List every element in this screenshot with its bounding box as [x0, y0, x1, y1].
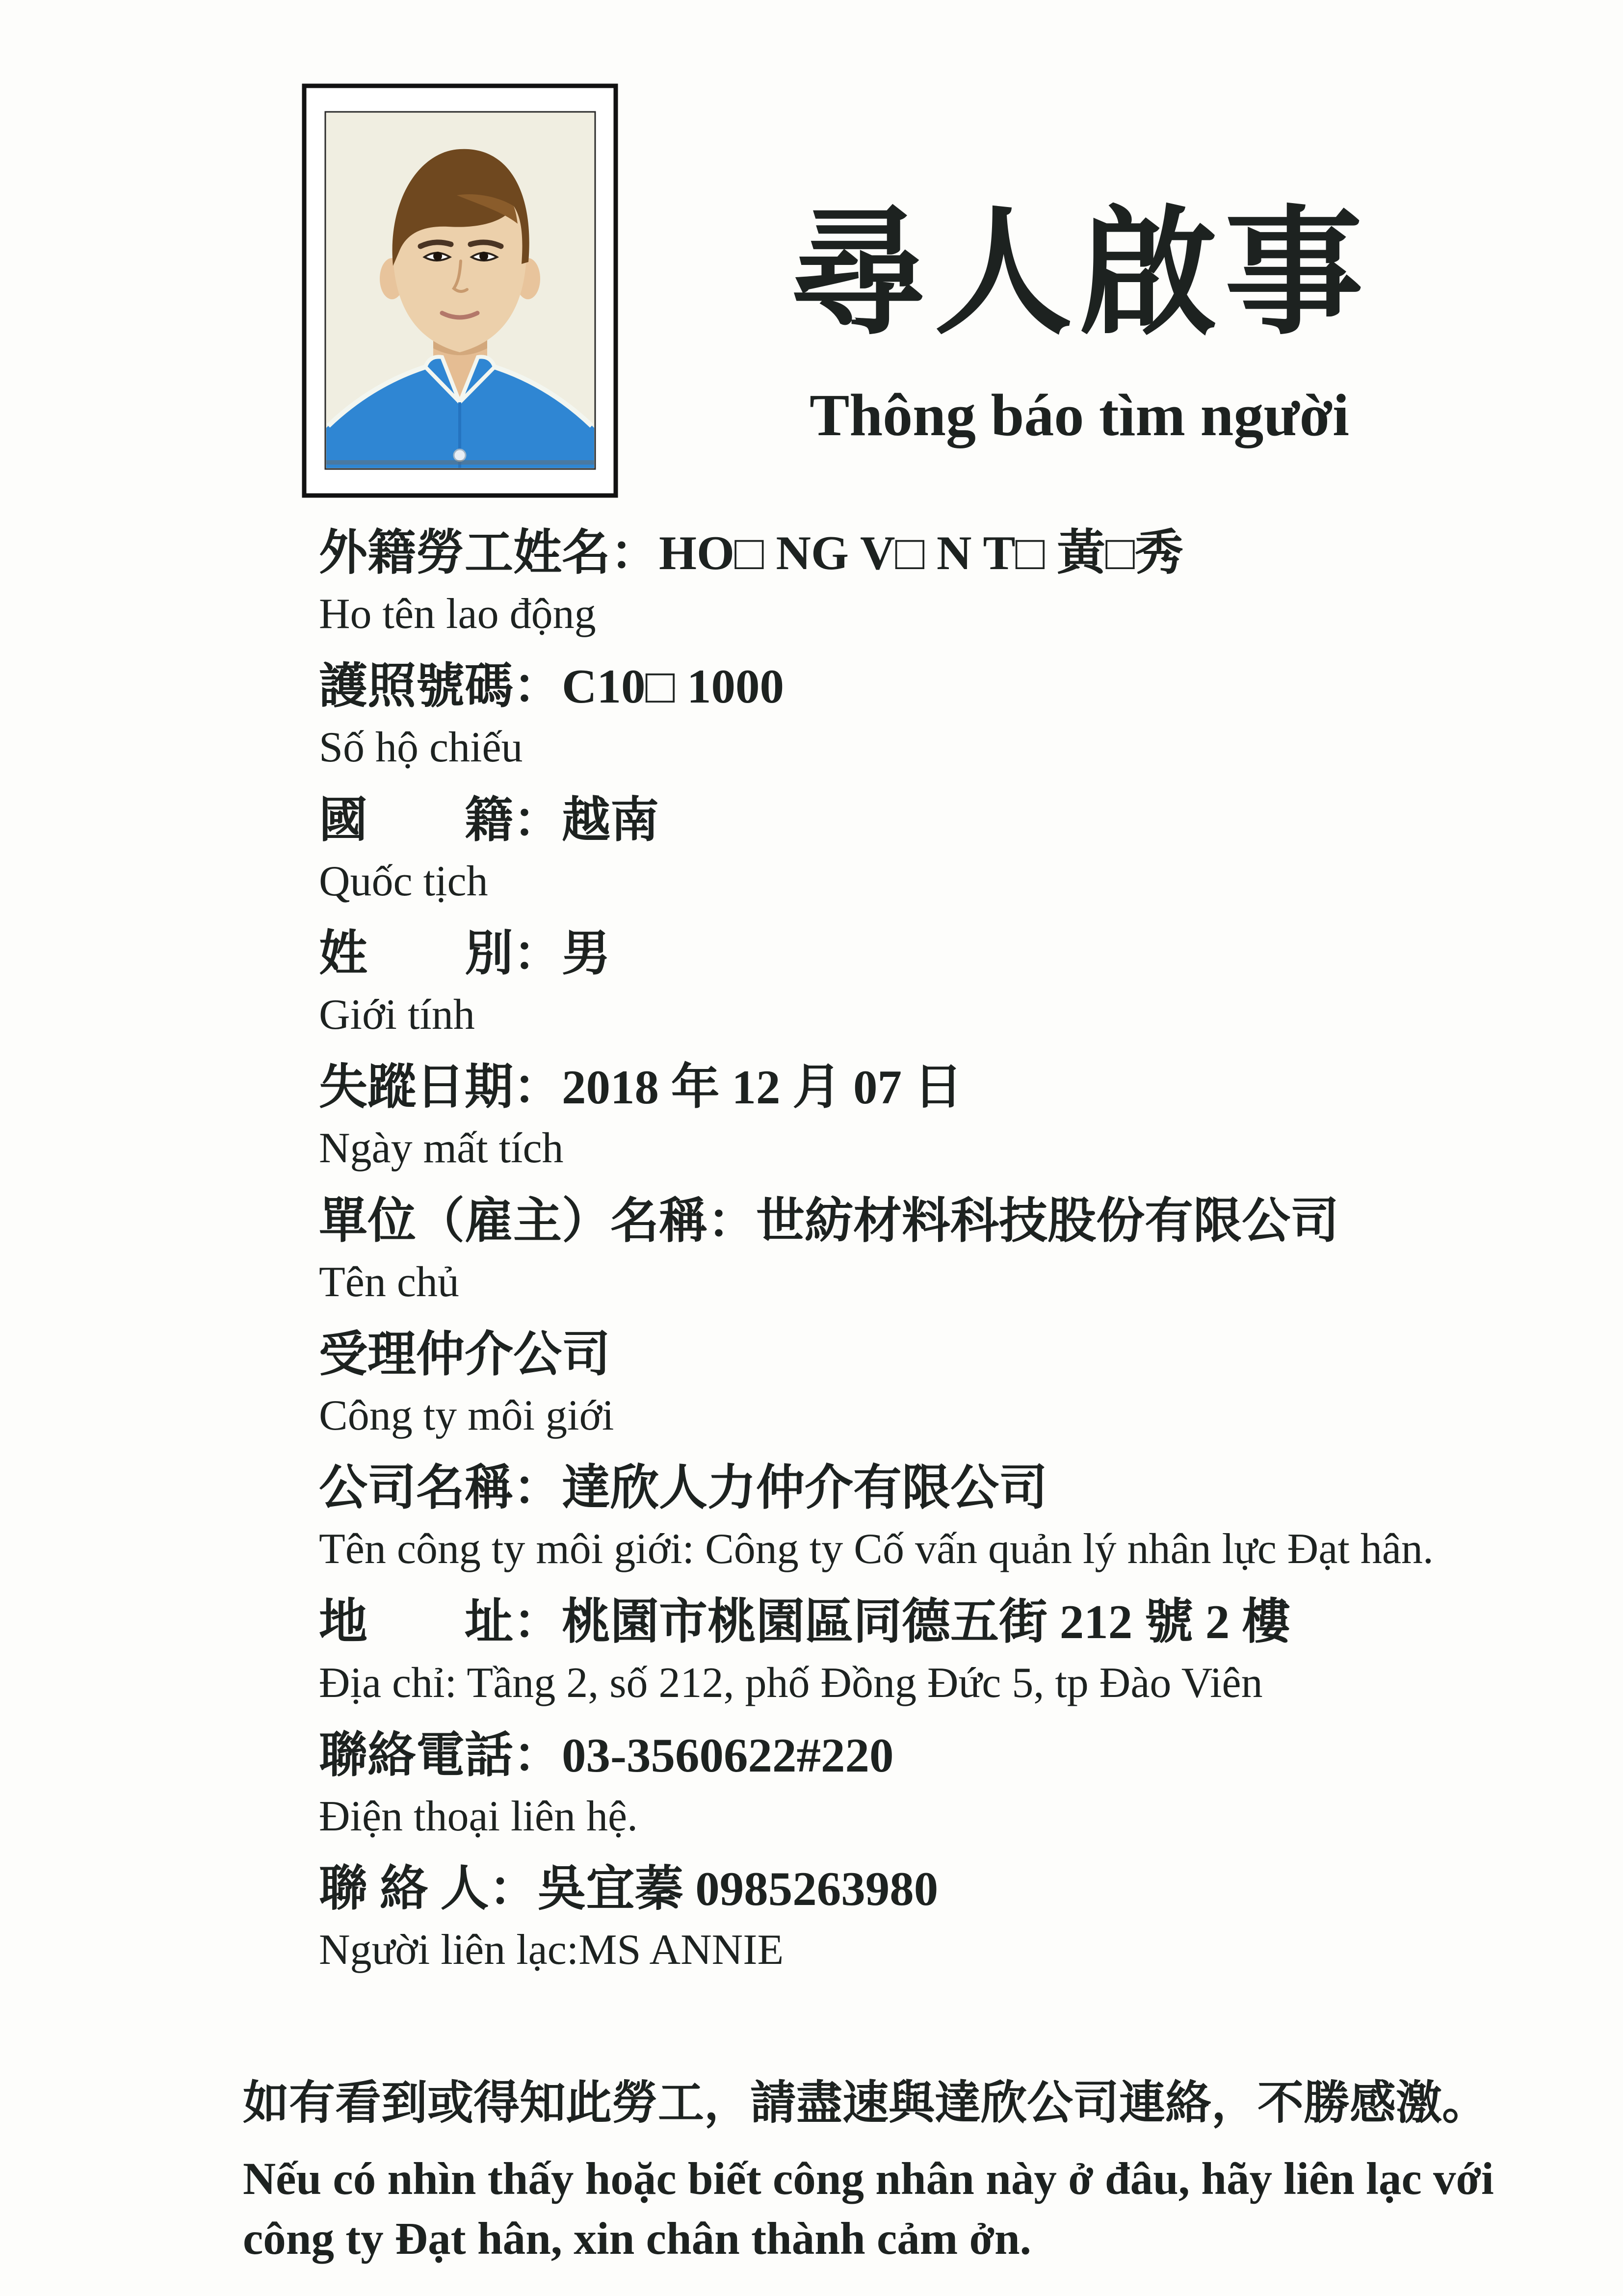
appeal-footer — [243, 2079, 1499, 2270]
field-contact-phone — [319, 1730, 1545, 1839]
field-worker-name — [319, 528, 1545, 637]
field-label-cn: 單位（雇主）名稱：世紡材料科技股份有限公司 — [319, 1194, 1339, 1248]
field-agency-heading — [319, 1330, 1545, 1438]
field-label-cn: 聯絡電話：03-3560622#220 — [319, 1728, 894, 1782]
field-label-vn: Giới tính — [319, 991, 475, 1039]
appeal-text-vn-line2: công ty Đạt hân, xin chân thành cảm ởn. — [243, 2214, 1031, 2265]
fields-section — [319, 528, 1545, 1998]
field-label-cn: 護照號碼：C10□ 1000 — [319, 660, 785, 714]
field-label-vn: Người liên lạc:MS ANNIE — [319, 1926, 784, 1974]
field-passport-number — [319, 661, 1545, 770]
field-missing-date — [319, 1062, 1545, 1171]
field-label-cn: 聯 絡 人：吳宜蓁 0985263980 — [319, 1862, 939, 1916]
field-label-cn: 公司名稱：達欣人力仲介有限公司 — [319, 1461, 1047, 1515]
field-label-vn: Điện thoại liên hệ. — [319, 1792, 638, 1840]
field-gender — [319, 929, 1545, 1038]
field-contact-person — [319, 1864, 1545, 1973]
field-label-vn: Quốc tịch — [319, 857, 488, 905]
field-label-cn: 地 址：桃園市桃園區同德五街 212 號 2 樓 — [319, 1595, 1290, 1649]
field-label-vn: Ngày mất tích — [319, 1124, 564, 1173]
field-label-cn: 失蹤日期：2018 年 12 月 07 日 — [319, 1061, 963, 1115]
field-address — [319, 1597, 1545, 1706]
field-label-cn: 外籍勞工姓名：HO□ NG V□ N T□ 黃□秀 — [319, 526, 1183, 580]
field-label-vn: Ho tên lao động — [319, 590, 596, 638]
portrait-photo — [302, 83, 618, 498]
page-title: 尋人啟事 — [789, 198, 1370, 351]
title-block — [682, 198, 1477, 448]
appeal-text-vn-line1: Nếu có nhìn thấy hoặc biết công nhân này ở đâu, hãy liên lạc với — [243, 2153, 1494, 2204]
field-agency-company-name — [319, 1463, 1545, 1572]
appeal-text-cn: 如有看到或得知此勞工，請盡速與達欣公司連絡，不勝感激。 — [243, 2078, 1489, 2129]
field-label-cn: 國 籍：越南 — [319, 793, 659, 847]
field-label-cn: 受理仲介公司 — [319, 1328, 610, 1382]
portrait-photo-frame — [302, 83, 618, 498]
page-subtitle: Thông báo tìm người — [809, 382, 1350, 448]
field-label-vn: Số hộ chiếu — [319, 724, 523, 772]
field-label-vn: Tên công ty môi giới: Công ty Cố vấn quản lý nhân lực Đạt hân. — [319, 1525, 1434, 1573]
field-label-vn: Tên chủ — [319, 1258, 459, 1306]
field-nationality — [319, 795, 1545, 904]
field-employer-name — [319, 1196, 1545, 1305]
field-label-cn: 姓 別：男 — [319, 927, 610, 981]
field-label-vn: Địa chỉ: Tầng 2, số 212, phố Đồng Đức 5, tp Đào Viên — [319, 1659, 1263, 1707]
field-label-vn: Công ty môi giới — [319, 1391, 614, 1439]
